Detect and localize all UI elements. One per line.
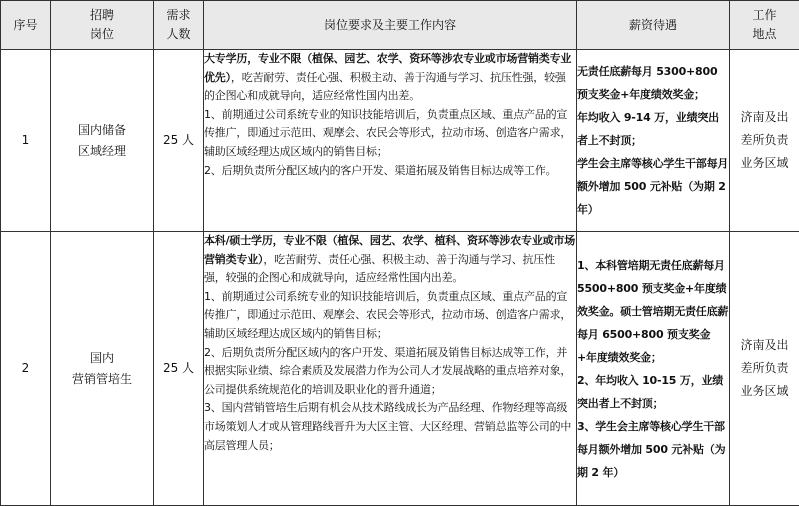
requirement-traits: ，吃苦耐劳、责任心强、积极主动、善于沟通与学习、抗压性强，较强的企图心和成就导向，适应经常性国内出差。 [204, 253, 555, 285]
row-count: 25 人 [154, 232, 204, 506]
requirement-qualification: 大专学历，专业不限（植保、园艺、农学、资环等涉农专业或市场营销类专业优先） [204, 52, 571, 84]
duty-item: 1、前期通过公司系统专业的知识技能培训后，负责重点区域、重点产品的宣传推广，即通过示范田、观摩会、农民会等形式，拉动市场、创造客户需求，辅助区域经理达成区域内的销售目标； [204, 106, 576, 162]
salary-item: 1、本科管培期无责任底薪每月 5500+800 预支奖金+年度绩效奖金。硕士管培期无责任底薪每月 6500+800 预支奖金+年度绩效奖金； [577, 254, 729, 369]
row-location: 济南及出 差所负责 业务区域 [730, 50, 799, 232]
salary-item: 无责任底薪每月 5300+800 预支奖金+年度绩效奖金； [577, 60, 729, 106]
salary-item: 学生会主席等核心学生干部每月额外增加 500 元补贴（为期 2 年） [577, 152, 729, 221]
salary-item: 2、年均收入 10-15 万，业绩突出者上不封顶； [577, 369, 729, 415]
row-position: 国内储备 区域经理 [51, 50, 154, 232]
row-index: 1 [1, 50, 51, 232]
header-index: 序号 [1, 1, 51, 50]
header-requirements: 岗位要求及主要工作内容 [204, 1, 577, 50]
header-salary: 薪资待遇 [577, 1, 730, 50]
salary-item: 年均收入 9-14 万，业绩突出者上不封顶； [577, 106, 729, 152]
duty-item: 2、后期负责所分配区域内的客户开发、渠道拓展及销售目标达成等工作，并根据实际业绩、综合素质及发展潜力作为公司人才发展战略的重点培养对象，公司提供系统规范化的培训及职业化的晋升通道； [204, 344, 576, 400]
table-row [1, 50, 799, 232]
row-position: 国内 营销管培生 [51, 232, 154, 506]
requirement-traits: ，吃苦耐劳、责任心强、积极主动、善于沟通与学习、抗压性强，较强的企图心和成就导向，适应经常性国内出差。 [204, 71, 566, 103]
header-location: 工作 地点 [730, 1, 799, 50]
row-location: 济南及出 差所负责 业务区域 [730, 232, 799, 506]
header-position: 招聘 岗位 [51, 1, 154, 50]
row-requirements [204, 50, 577, 232]
row-salary [577, 232, 730, 506]
header-row [1, 1, 799, 50]
row-count: 25 人 [154, 50, 204, 232]
salary-item: 3、学生会主席等核心学生干部每月额外增加 500 元补贴（为期 2 年） [577, 415, 729, 484]
header-count: 需求 人数 [154, 1, 204, 50]
row-requirements [204, 232, 577, 506]
requirement-qualification: 本科/硕士学历，专业不限（植保、园艺、农学、植科、资环等涉农专业或市场营销类专业） [204, 234, 575, 266]
duty-item: 2、后期负责所分配区域内的客户开发、渠道拓展及销售目标达成等工作。 [204, 162, 576, 181]
table-row [1, 232, 799, 506]
duty-item: 3、国内营销管培生后期有机会从技术路线成长为产品经理、作物经理等高级市场策划人才或从管理路线晋升为大区主管、大区经理、营销总监等公司的中高层管理人员； [204, 399, 576, 455]
row-salary [577, 50, 730, 232]
row-index: 2 [1, 232, 51, 506]
duty-item: 1、前期通过公司系统专业的知识技能培训后，负责重点区域、重点产品的宣传推广，即通过示范田、观摩会、农民会等形式，拉动市场、创造客户需求，辅助区域经理达成区域内的销售目标； [204, 288, 576, 344]
